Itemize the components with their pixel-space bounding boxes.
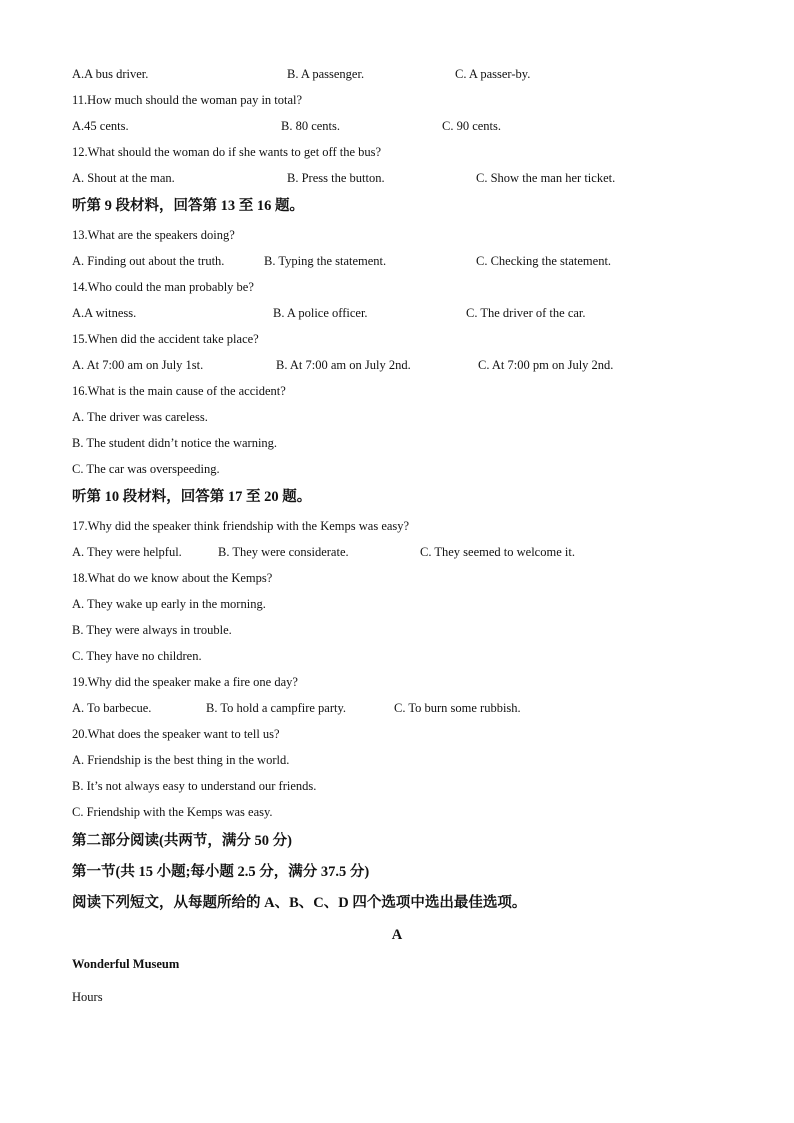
q18-option-a: A. They wake up early in the morning. — [72, 597, 266, 611]
passage-letter: A — [391, 927, 403, 943]
question-20: 20.What does the speaker want to tell us? — [72, 727, 280, 741]
q15-option-c: C. At 7:00 pm on July 2nd. — [478, 358, 614, 372]
question-17: 17.Why did the speaker think friendship with the Kemps was easy? — [72, 519, 410, 533]
q12-option-a: A. Shout at the man. — [72, 171, 175, 185]
section-10-heading: 听第 10 段材料，回答第 17 至 20 题。 — [72, 489, 312, 505]
q11-option-b: B. 80 cents. — [281, 119, 341, 133]
q20-option-b: B. It’s not always easy to understand our friends. — [72, 779, 317, 793]
q14-option-c: C. The driver of the car. — [466, 306, 586, 320]
q14-option-a: A.A witness. — [72, 306, 137, 320]
q17-option-b: B. They were considerate. — [218, 545, 349, 559]
q17-option-a: A. They were helpful. — [72, 545, 182, 559]
part-2-heading: 第二部分阅读(共两节，满分 50 分) — [72, 833, 292, 849]
q10-option-b: B. A passenger. — [287, 67, 365, 81]
hours-label: Hours — [72, 990, 103, 1004]
q19-option-c: C. To burn some rubbish. — [394, 701, 521, 715]
q18-option-c: C. They have no children. — [72, 649, 202, 663]
q14-option-b: B. A police officer. — [273, 306, 368, 320]
section-9-heading: 听第 9 段材料，回答第 13 至 16 题。 — [72, 198, 304, 214]
question-12: 12.What should the woman do if she wants to get off the bus? — [72, 145, 382, 159]
q11-option-a: A.45 cents. — [72, 119, 129, 133]
q13-option-a: A. Finding out about the truth. — [72, 254, 225, 268]
q10-option-a: A.A bus driver. — [72, 67, 149, 81]
question-19: 19.Why did the speaker make a fire one day? — [72, 675, 298, 689]
question-18: 18.What do we know about the Kemps? — [72, 571, 273, 585]
q20-option-c: C. Friendship with the Kemps was easy. — [72, 805, 273, 819]
passage-title: Wonderful Museum — [72, 957, 180, 971]
q15-option-b: B. At 7:00 am on July 2nd. — [276, 358, 411, 372]
q16-option-a: A. The driver was careless. — [72, 410, 208, 424]
question-14: 14.Who could the man probably be? — [72, 280, 254, 294]
question-13: 13.What are the speakers doing? — [72, 228, 235, 242]
q13-option-b: B. Typing the statement. — [264, 254, 387, 268]
question-11: 11.How much should the woman pay in total? — [72, 93, 303, 107]
q18-option-b: B. They were always in trouble. — [72, 623, 232, 637]
section-1-heading: 第一节(共 15 小题;每小题 2.5 分，满分 37.5 分) — [72, 864, 370, 880]
q16-option-b: B. The student didn’t notice the warning. — [72, 436, 278, 450]
q19-option-b: B. To hold a campfire party. — [206, 701, 347, 715]
q10-option-c: C. A passer-by. — [455, 67, 531, 81]
q15-option-a: A. At 7:00 am on July 1st. — [72, 358, 204, 372]
question-16: 16.What is the main cause of the accident? — [72, 384, 286, 398]
q19-option-a: A. To barbecue. — [72, 701, 152, 715]
q12-option-b: B. Press the button. — [287, 171, 385, 185]
q16-option-c: C. The car was overspeeding. — [72, 462, 220, 476]
reading-instruction: 阅读下列短文，从每题所给的 A、B、C、D 四个选项中选出最佳选项。 — [72, 895, 527, 911]
q20-option-a: A. Friendship is the best thing in the world. — [72, 753, 290, 767]
q17-option-c: C. They seemed to welcome it. — [420, 545, 575, 559]
q13-option-c: C. Checking the statement. — [476, 254, 612, 268]
q12-option-c: C. Show the man her ticket. — [476, 171, 616, 185]
q11-option-c: C. 90 cents. — [442, 119, 502, 133]
question-15: 15.When did the accident take place? — [72, 332, 259, 346]
